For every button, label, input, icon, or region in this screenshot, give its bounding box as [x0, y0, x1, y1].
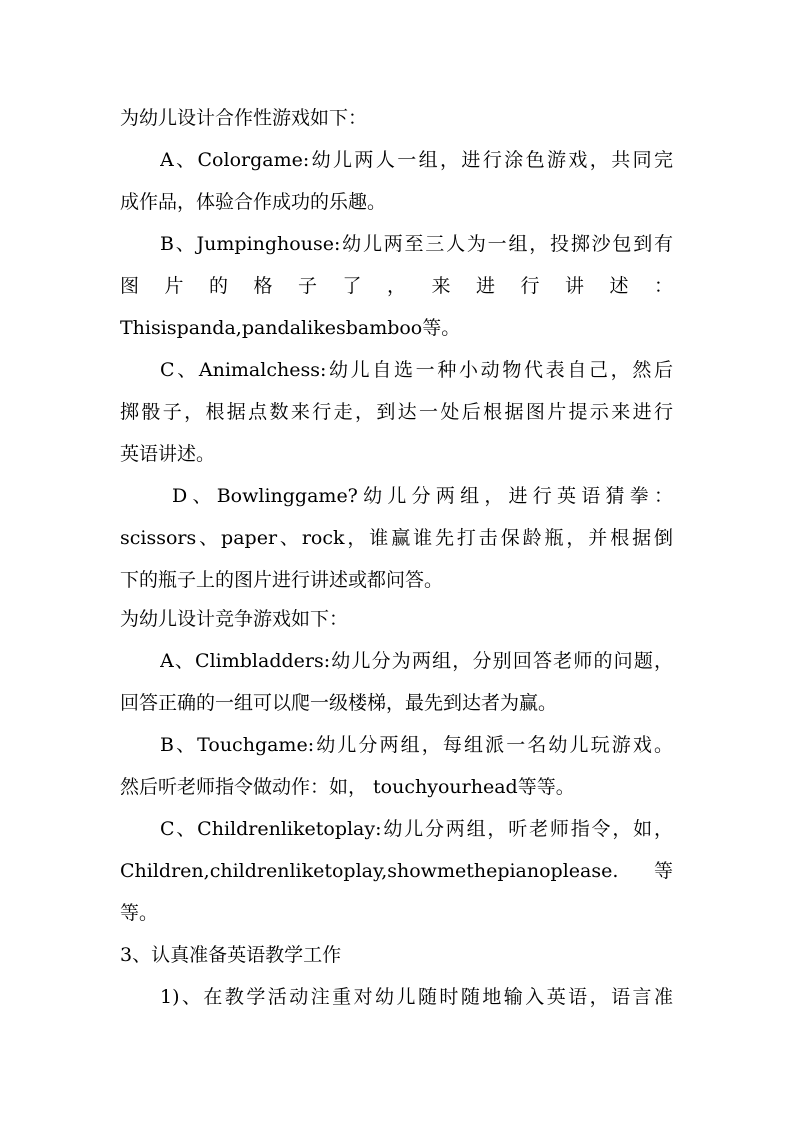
paragraph-line: Thisispanda,pandalikesbamboo等。 [120, 317, 461, 339]
paragraph-line: 回答正确的一组可以爬一级楼梯，最先到达者为赢。 [120, 692, 558, 714]
paragraph-line: 成作品，体验合作成功的乐趣。 [120, 191, 387, 213]
paragraph-line: A、Colorgame:幼儿两人一组，进行涂色游戏，共同完 [160, 149, 673, 171]
paragraph-line: 下的瓶子上的图片进行讲述或都问答。 [120, 569, 444, 591]
paragraph-line: C、Childrenliketoplay:幼儿分两组，听老师指令，如， [160, 818, 673, 840]
paragraph-line: 掷骰子，根据点数来行走，到达一处后根据图片提示来进行 [120, 401, 673, 423]
section-heading: 3、认真准备英语教学工作 [120, 944, 342, 966]
paragraph-line: D、Bowlinggame?幼儿分两组，进行英语猜拳： [172, 485, 673, 507]
paragraph-line: B、Jumpinghouse:幼儿两至三人为一组，投掷沙包到有 [160, 233, 673, 255]
paragraph-line: 图 片 的 格 子 了 ， 来 进 行 讲 述 ： [120, 275, 673, 297]
paragraph-line: B、Touchgame:幼儿分两组，每组派一名幼儿玩游戏。 [160, 734, 673, 756]
paragraph-line: A、Climbladders:幼儿分为两组，分别回答老师的问题， [160, 650, 673, 672]
paragraph-line: scissors、paper、rock，谁赢谁先打击保龄瓶，并根据倒 [120, 527, 673, 549]
paragraph-line: 1)、在教学活动注重对幼儿随时随地输入英语，语言准 [160, 986, 673, 1008]
paragraph-line: 英语讲述。 [120, 443, 216, 465]
heading-cooperative-games: 为幼儿设计合作性游戏如下： [120, 107, 368, 129]
heading-competitive-games: 为幼儿设计竞争游戏如下： [120, 608, 349, 630]
paragraph-line: C、Animalchess:幼儿自选一种小动物代表自己，然后 [160, 359, 673, 381]
paragraph-line: 等。 [120, 902, 159, 924]
paragraph-line: 然后听老师指令做动作：如， touchyourhead等等。 [120, 776, 575, 798]
paragraph-line: Children,childrenliketoplay,showmethepianoplease. 等 [120, 860, 673, 882]
